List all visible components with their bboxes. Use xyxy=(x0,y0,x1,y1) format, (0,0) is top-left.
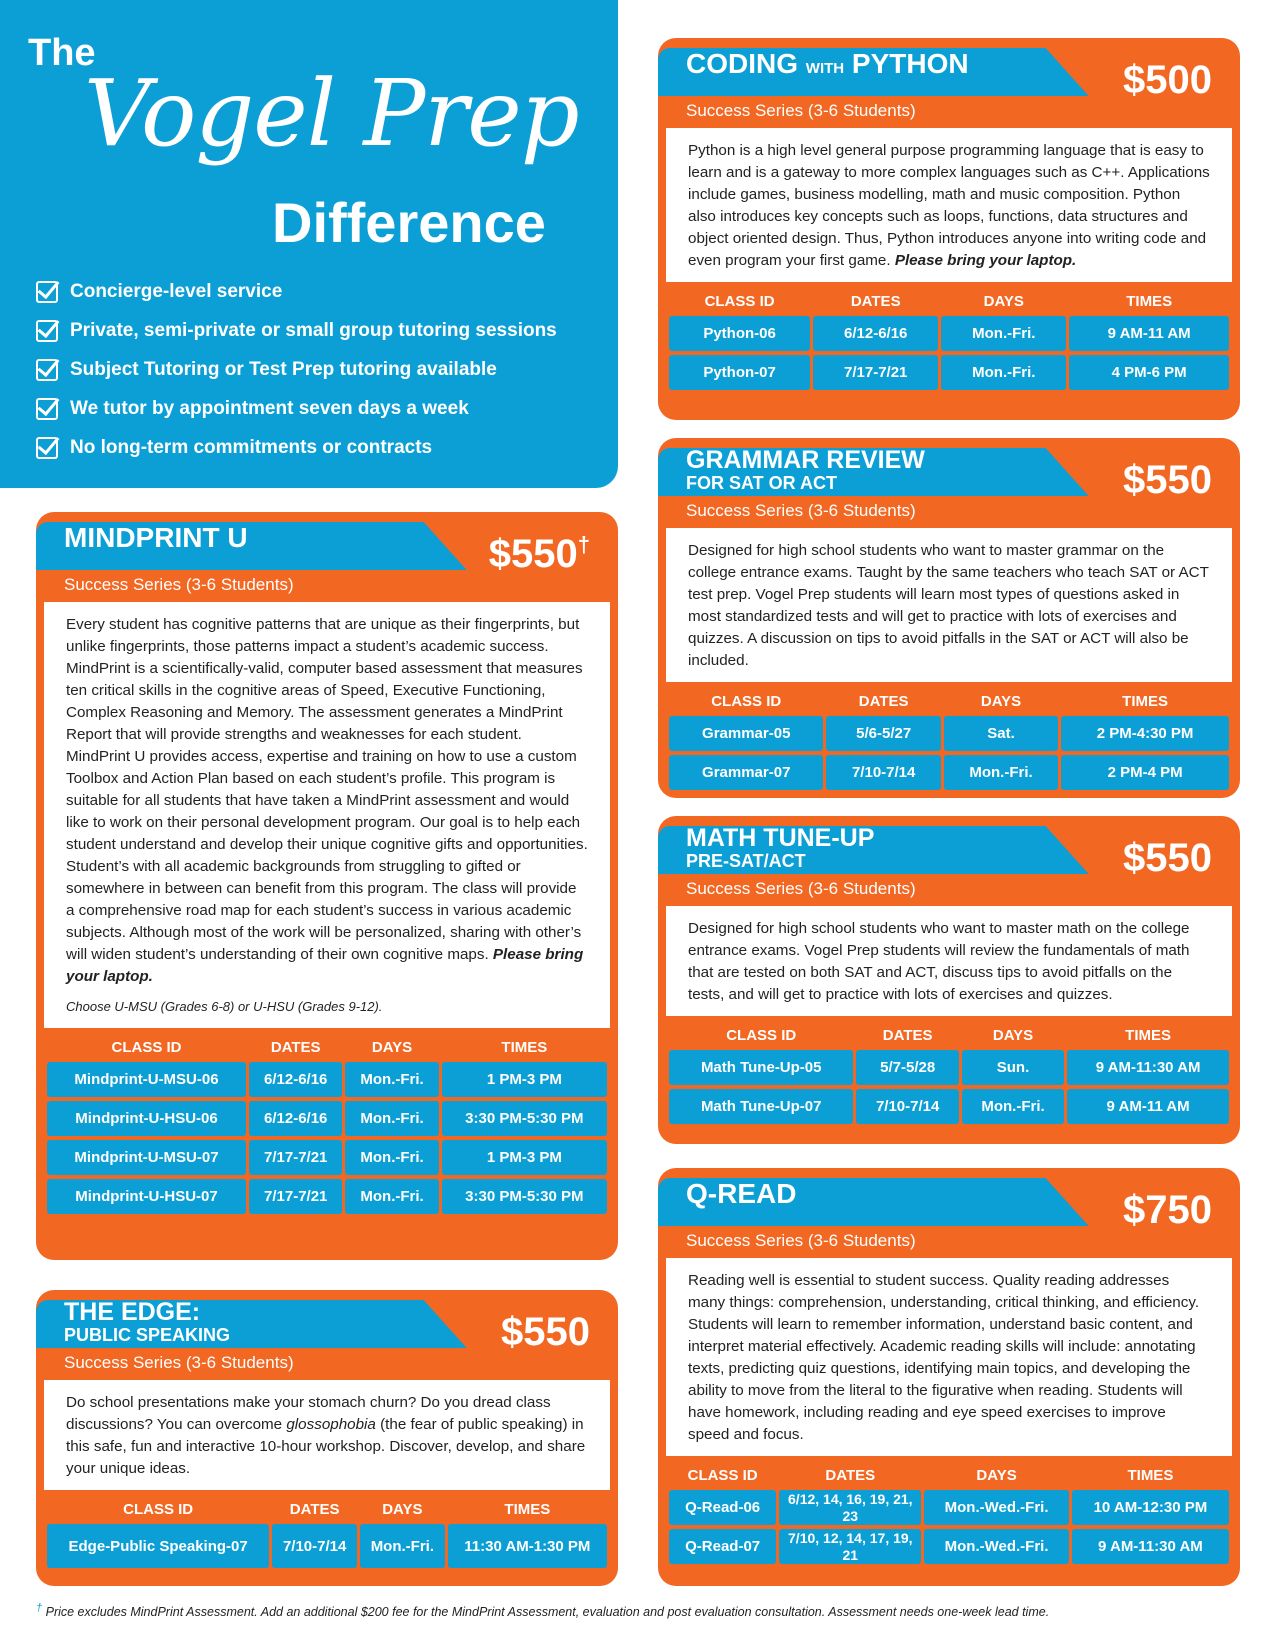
card-header xyxy=(658,816,1240,906)
course-description: Reading well is essential to student success. Quality reading addresses many things: comprehension, understanding, critical thinking, and efficiency. Students will learn to remember information, understand basic content, and interpret material effectively. Academic reading skills will include: annotating texts, predicting quiz questions, identifying main topics, and developing the ability to move from the literal to the figurative when reading. Students will have homework, including reading and eye speed exercises to improve speed and focus. xyxy=(666,1258,1232,1456)
hero-banner xyxy=(0,0,618,488)
course-price: $500 xyxy=(1123,58,1212,102)
table-row: Mindprint-U-MSU-07 7/17-7/21 Mon.-Fri. 1 PM-3 PM xyxy=(47,1140,607,1175)
course-series: Success Series (3-6 Students) xyxy=(686,879,916,898)
benefit-item: No long-term commitments or contracts xyxy=(36,428,557,467)
table-row: Python-07 7/17-7/21 Mon.-Fri. 4 PM-6 PM xyxy=(669,355,1229,390)
checkbox-check-icon xyxy=(36,281,58,303)
course-title: MINDPRINT U xyxy=(64,522,248,553)
course-card-edge xyxy=(36,1290,618,1586)
table-row: Mindprint-U-MSU-06 6/12-6/16 Mon.-Fri. 1 PM-3 PM xyxy=(47,1062,607,1097)
card-header xyxy=(36,512,618,602)
course-subtitle: FOR SAT OR ACT xyxy=(686,473,837,493)
course-series: Success Series (3-6 Students) xyxy=(686,1231,916,1250)
table-row: Mindprint-U-HSU-06 6/12-6/16 Mon.-Fri. 3:30 PM-5:30 PM xyxy=(47,1101,607,1136)
course-card-python xyxy=(658,38,1240,420)
course-price: $550 xyxy=(1123,836,1212,880)
hero-brand-script: Vogel Prep xyxy=(84,60,579,167)
dagger-mark: † xyxy=(577,532,590,557)
course-series: Success Series (3-6 Students) xyxy=(64,575,294,594)
schedule-table: CLASS ID DATES DAYS TIMES Grammar-05 5/6-5/27 Sat. 2 PM-4:30 PM Grammar-07 7/10-7/14 Mon.-Fri. 2 PM-4 PM xyxy=(666,686,1232,794)
course-card-mindprint xyxy=(36,512,618,1260)
schedule-table: CLASS ID DATES DAYS TIMES Q-Read-06 6/12, 14, 16, 19, 21, 23 Mon.-Wed.-Fri. 10 AM-12:30 PM Q-Read-07 7/10, 12, 14, 17, 19, 21 Mon.-Wed.-Fri. 9 AM-11:30 AM xyxy=(666,1460,1232,1568)
course-card-math xyxy=(658,816,1240,1144)
checkbox-check-icon xyxy=(36,398,58,420)
course-card-qread xyxy=(658,1168,1240,1586)
card-header xyxy=(36,1290,618,1380)
price-footnote: † Price excludes MindPrint Assessment. Add an additional $200 fee for the MindPrint Assessment, evaluation and post evaluation consultation. Assessment needs one-week lead time. xyxy=(36,1602,1050,1620)
card-header xyxy=(658,438,1240,528)
table-row: Python-06 6/12-6/16 Mon.-Fri. 9 AM-11 AM xyxy=(669,316,1229,351)
course-title: Q-READ xyxy=(686,1178,797,1209)
course-description: Do school presentations make your stomach churn? Do you dread class discussions? You can overcome glossophobia (the fear of public speaking) in this safe, fun and interactive 10-hour workshop. Discover, develop, and share your unique ideas. xyxy=(44,1380,610,1490)
table-row: Q-Read-07 7/10, 12, 14, 17, 19, 21 Mon.-Wed.-Fri. 9 AM-11:30 AM xyxy=(669,1529,1229,1564)
course-title: GRAMMAR REVIEW FOR SAT OR ACT xyxy=(686,446,925,493)
course-series: Success Series (3-6 Students) xyxy=(64,1353,294,1372)
table-row: Edge-Public Speaking-07 7/10-7/14 Mon.-Fri. 11:30 AM-1:30 PM xyxy=(47,1524,607,1568)
schedule-table: CLASS ID DATES DAYS TIMES Mindprint-U-MSU-06 6/12-6/16 Mon.-Fri. 1 PM-3 PM Mindprint-U-HSU-06 6/12-6/16 Mon.-Fri. 3:30 PM-5:30 PM Mindprint-U-MSU-07 7/17-7/21 Mon.-Fri. 1 PM-3 PM Mindprint-U-HSU-07 7/17-7/21 Mon.-Fri. 3:30 PM-5:30 PM xyxy=(44,1032,610,1218)
course-series: Success Series (3-6 Students) xyxy=(686,101,916,120)
hero-benefits-list xyxy=(36,272,557,467)
hero-difference: Difference xyxy=(272,191,546,254)
card-header xyxy=(658,38,1240,128)
benefit-item: We tutor by appointment seven days a week xyxy=(36,389,557,428)
course-subtitle: PUBLIC SPEAKING xyxy=(64,1325,231,1345)
schedule-table: CLASS ID DATES DAYS TIMES Math Tune-Up-05 5/7-5/28 Sun. 9 AM-11:30 AM Math Tune-Up-07 7/10-7/14 Mon.-Fri. 9 AM-11 AM xyxy=(666,1020,1232,1128)
table-row: Math Tune-Up-05 5/7-5/28 Sun. 9 AM-11:30 AM xyxy=(669,1050,1229,1085)
benefit-item: Concierge-level service xyxy=(36,272,557,311)
course-description: Designed for high school students who want to master math on the college entrance exams. Vogel Prep students will review the fundamentals of math that are tested on both SAT and ACT, discuss tips to avoid pitfalls on the tests, and will get to practice with lots of exercises and quizzes. xyxy=(666,906,1232,1016)
course-note: Choose U-MSU (Grades 6-8) or U-HSU (Grades 9-12). xyxy=(66,999,383,1014)
course-price: $550 xyxy=(501,1310,590,1354)
hero-the: The xyxy=(28,32,96,74)
checkbox-check-icon xyxy=(36,320,58,342)
table-row: Math Tune-Up-07 7/10-7/14 Mon.-Fri. 9 AM-11 AM xyxy=(669,1089,1229,1124)
course-price: $550† xyxy=(488,532,590,576)
course-price: $750 xyxy=(1123,1188,1212,1232)
table-row: Grammar-07 7/10-7/14 Mon.-Fri. 2 PM-4 PM xyxy=(669,755,1229,790)
card-header xyxy=(658,1168,1240,1258)
course-card-grammar xyxy=(658,438,1240,798)
course-title: THE EDGE: PUBLIC SPEAKING xyxy=(64,1298,231,1345)
course-title: MATH TUNE-UP PRE-SAT/ACT xyxy=(686,824,875,871)
course-description: Every student has cognitive patterns that are unique as their fingerprints, but unlike fingerprints, those patterns impact a student’s academic success. MindPrint is a scientifically-valid, computer based assessment that measures ten critical skills in the cognitive areas of Speed, Executive Functioning, Complex Reasoning and Memory. The assessment generates a MindPrint Report that will provide strengths and weaknesses for each student. MindPrint U provides access, expertise and training on how to use a custom Toolbox and Action Plan based on each student’s profile. This program is suitable for all students that have taken a MindPrint assessment and would like to work on their personal development program. Our goal is to help each student understand and develop their unique cognitive gifts and opportunities. Student’s with all academic backgrounds from struggling to gifted or somewhere in between can benefit from this program. The class will provide a comprehensive road map for each student’s success in various academic subjects. Although most of the work will be personalized, sharing with other’s will widen student’s understanding of their own cognitive maps. Please bring your laptop. Choose U-MSU (Grades 6-8) or U-HSU (Grades 9-12). xyxy=(44,602,610,1028)
course-series: Success Series (3-6 Students) xyxy=(686,501,916,520)
course-price: $550 xyxy=(1123,458,1212,502)
schedule-table: CLASS ID DATES DAYS TIMES Python-06 6/12-6/16 Mon.-Fri. 9 AM-11 AM Python-07 7/17-7/21 Mon.-Fri. 4 PM-6 PM xyxy=(666,286,1232,394)
schedule-table: CLASS ID DATES DAYS TIMES Edge-Public Speaking-07 7/10-7/14 Mon.-Fri. 11:30 AM-1:30 PM xyxy=(44,1494,610,1572)
checkbox-check-icon xyxy=(36,359,58,381)
table-row: Q-Read-06 6/12, 14, 16, 19, 21, 23 Mon.-Wed.-Fri. 10 AM-12:30 PM xyxy=(669,1490,1229,1525)
course-subtitle: PRE-SAT/ACT xyxy=(686,851,806,871)
course-description: Designed for high school students who want to master grammar on the college entrance exams. Taught by the same teachers who teach SAT or ACT test prep. Vogel Prep students will learn most types of questions asked in most standardized tests and will get to practice with lots of exercises and quizzes. A discussion on tips to avoid pitfalls in the SAT or ACT will also be included. xyxy=(666,528,1232,682)
course-description: Python is a high level general purpose programming language that is easy to learn and is a gateway to more complex languages such as C++. Applications include games, business modelling, math and music composition. Python also introduces key concepts such as loops, functions, data structures and object oriented design. Thus, Python introduces anyone into writing code and even program your first game. Please bring your laptop. xyxy=(666,128,1232,282)
table-row: Grammar-05 5/6-5/27 Sat. 2 PM-4:30 PM xyxy=(669,716,1229,751)
benefit-item: Subject Tutoring or Test Prep tutoring available xyxy=(36,350,557,389)
table-row: Mindprint-U-HSU-07 7/17-7/21 Mon.-Fri. 3:30 PM-5:30 PM xyxy=(47,1179,607,1214)
checkbox-check-icon xyxy=(36,437,58,459)
dagger-mark: † xyxy=(36,1602,43,1614)
benefit-item: Private, semi-private or small group tutoring sessions xyxy=(36,311,557,350)
course-title: CODING WITH PYTHON xyxy=(686,48,969,79)
